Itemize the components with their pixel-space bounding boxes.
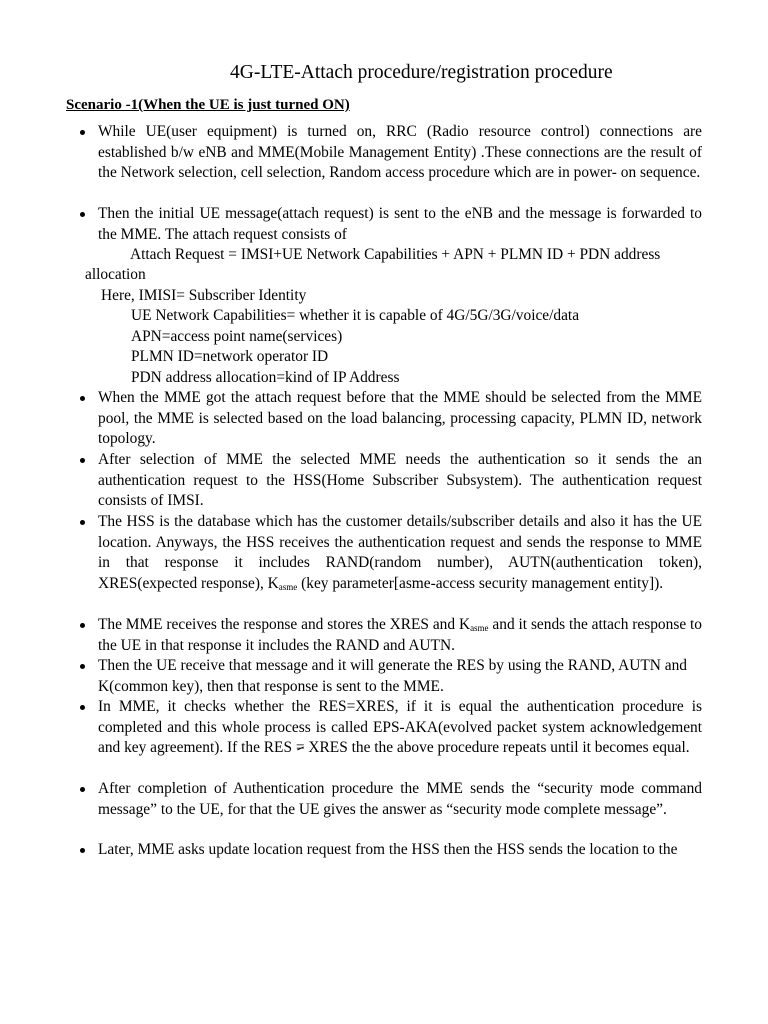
bullet-hss-text-2: (key parameter[asme-access security management entity]). [297, 574, 664, 592]
definition-apn: APN=access point name(services) [131, 328, 343, 345]
definition-pdn: PDN address allocation=kind of IP Address [131, 369, 400, 386]
bullet-mme-selection: When the MME got the attach request before that the MME should be selected from the MME pool, the MME is selected based on the load balancing, processing capacity, PLMN ID, network topology. [98, 388, 702, 450]
bullet-update-location: Later, MME asks update location request from the HSS then the HSS sends the location to the [98, 840, 702, 861]
bullet-rrc-connection: While UE(user equipment) is turned on, RRC (Radio resource control) connections are established b/w eNB and MME(Mobile Management Entity) .These connections are the result of the Network selection, cell selection, Random access procedure which are in power- on sequence. [98, 122, 702, 184]
formula-attach-request: Attach Request = IMSI+UE Network Capabilities + APN + PLMN ID + PDN address [130, 246, 661, 263]
bullet-mme-stores-response [98, 615, 702, 656]
bullet-attach-request: Then the initial UE message(attach request) is sent to the eNB and the message is forwarded to the MME. The attach request consists of [98, 204, 702, 245]
asme-subscript: asme [278, 581, 298, 592]
bullet-authentication-request: After selection of MME the selected MME needs the authentication so it sends the an authentication request to the HSS(Home Subscriber Subsystem). The authentication request consists of IMSI. [98, 450, 702, 512]
bullet-mme-text-1: The MME receives the response and stores the XRES and K [98, 616, 471, 633]
formula-attach-request-cont: allocation [85, 266, 146, 283]
bullet-hss-text-1: The HSS is the database which has the customer details/subscriber details and also it has the UE location. Anyways, the HSS receives the authentication request and sends the response to MME in that response it includes RAND(random number), AUTN(authentication token), XRES(expected response), K [98, 513, 702, 592]
definition-plmn: PLMN ID=network operator ID [131, 348, 329, 365]
scenario-heading: Scenario -1(When the UE is just turned ON) [66, 97, 350, 113]
definition-imsi: Here, IMISI= Subscriber Identity [101, 287, 307, 304]
asme-subscript: asme [470, 623, 489, 633]
bullet-eps-text-1: In MME, it checks whether the RES=XRES, if it is equal the authentication procedure is completed and this whole process is called EPS-AKA(evolved packet system acknowledgement and key agreement). If the RES [98, 698, 702, 756]
bullet-eps-aka [98, 697, 702, 759]
bullet-eps-text-2: XRES the the above procedure repeats until it becomes equal. [304, 739, 690, 756]
definition-ue-capabilities: UE Network Capabilities= whether it is capable of 4G/5G/3G/voice/data [131, 307, 580, 324]
bullet-security-mode: After completion of Authentication procedure the MME sends the “security mode command message” to the UE, for that the UE gives the answer as “security mode complete message”. [98, 779, 702, 820]
bullet-mme-text-2: and it sends the attach response to the UE in that response it includes the RAND and AUTN. [98, 616, 702, 654]
document-title: 4G-LTE-Attach procedure/registration procedure [230, 62, 613, 83]
bullet-hss-response [98, 512, 702, 594]
not-equal-sign: = [296, 738, 305, 759]
bullet-ue-generates-res: Then the UE receive that message and it will generate the RES by using the RAND, AUTN and K(common key), then that response is sent to the MME. [98, 656, 702, 697]
